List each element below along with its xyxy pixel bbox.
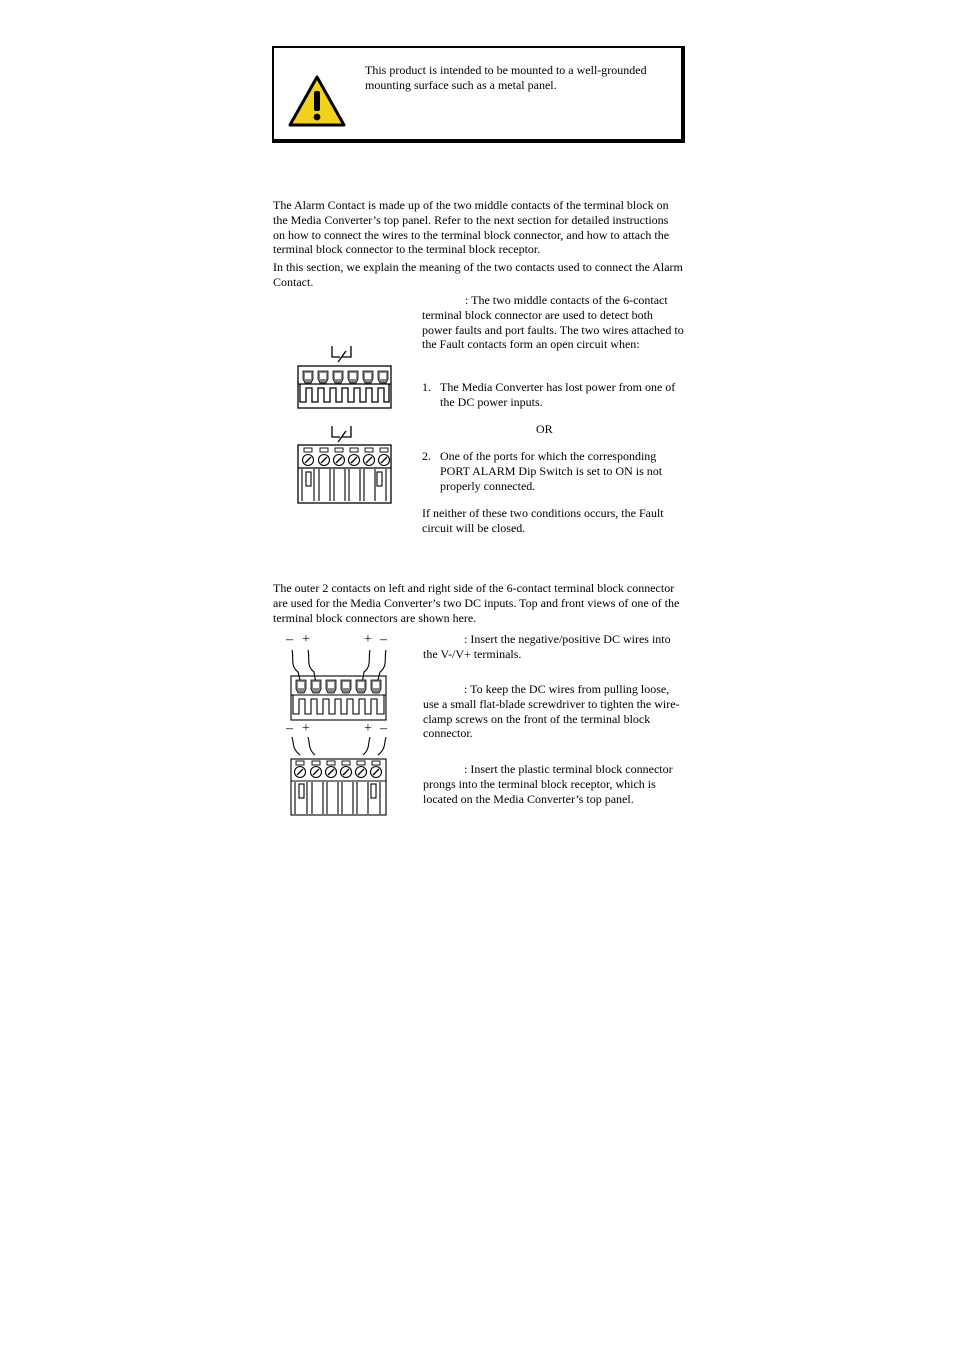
dc-front-view-diagram [288, 737, 390, 819]
warning-text: This product is intended to be mounted to a well-grounded mounting surface such as a metal panel. [365, 63, 647, 92]
polarity-positive-label: + [302, 632, 310, 647]
alarm-intro-paragraph-2: In this section, we explain the meaning of the two contacts used to connect the Alarm Contact. [273, 260, 683, 289]
polarity-negative-label: – [286, 721, 293, 736]
condition-number: 1. [422, 380, 431, 394]
dc-step-2: : To keep the DC wires from pulling loose, use a small flat-blade screwdriver to tighten the wire-clamp screws on the front of the terminal block connector. [423, 682, 680, 741]
or-label: OR [536, 422, 553, 436]
polarity-negative-label: – [286, 632, 293, 647]
dc-top-view-diagram [288, 648, 390, 724]
dc-step-3: : Insert the plastic terminal block connector prongs into the terminal block receptor, which is located on the Media Converter’s top panel. [423, 762, 673, 806]
polarity-negative-label: – [380, 721, 387, 736]
dc-step-1: : Insert the negative/positive DC wires into the V-/V+ terminals. [423, 632, 671, 661]
condition-number: 2. [422, 449, 431, 463]
polarity-positive-label: + [364, 721, 372, 736]
closing-paragraph: If neither of these two conditions occurs, the Fault circuit will be closed. [422, 506, 664, 535]
warning-triangle-icon [287, 74, 347, 128]
fault-description: : The two middle contacts of the 6-contact terminal block connector are used to detect both power faults and port faults. The two wires attached to the Fault contacts form an open circuit when: [422, 293, 684, 352]
polarity-negative-label: – [380, 632, 387, 647]
condition-text: One of the ports for which the corresponding PORT ALARM Dip Switch is set to ON is not properly connected. [440, 449, 663, 493]
condition-text: The Media Converter has lost power from one of the DC power inputs. [440, 380, 676, 409]
polarity-positive-label: + [302, 721, 310, 736]
alarm-front-view-diagram [295, 423, 395, 507]
alarm-intro-paragraph: The Alarm Contact is made up of the two middle contacts of the terminal block on the Media Converter’s top panel. Refer to the next section for detailed instructions on how to connect the wires to the terminal block connector, and how to attach the terminal block connector to the terminal block receptor. [273, 198, 670, 257]
dc-intro-paragraph: The outer 2 contacts on left and right side of the 6-contact terminal block connector are used for the Media Converter’s two DC inputs. Top and front views of one of the terminal block connectors are shown here. [273, 581, 680, 625]
alarm-top-view-diagram [295, 340, 395, 412]
polarity-positive-label: + [364, 632, 372, 647]
